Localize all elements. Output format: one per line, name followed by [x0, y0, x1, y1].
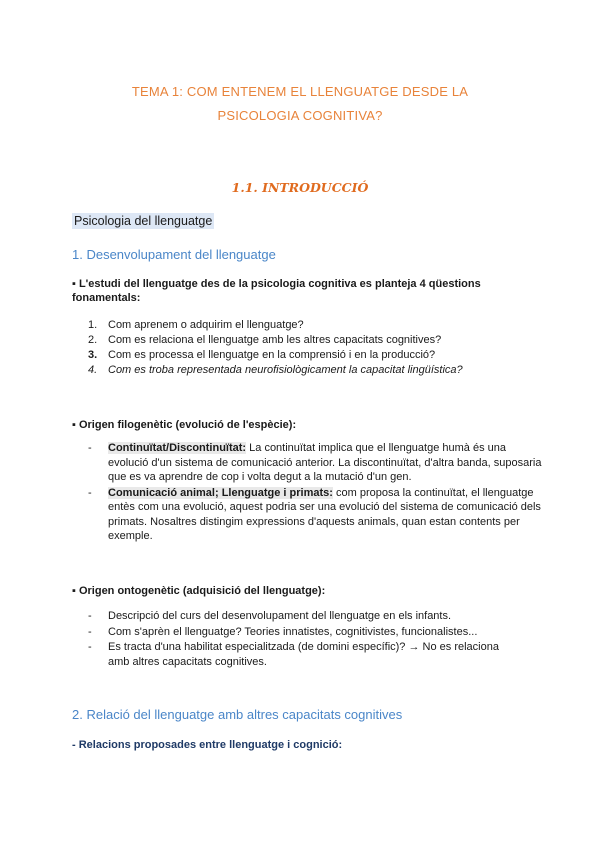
ontogenetic-list — [88, 609, 548, 669]
filogenetic-list — [88, 441, 548, 544]
section-heading: 1.1. INTRODUCCIÓ — [231, 180, 369, 195]
term-highlight: Comunicació animal; Llenguatge i primats: — [108, 486, 333, 499]
dash-marker: - — [88, 486, 92, 499]
list-text: Descripció del curs del desenvolupament del llenguatge en els infants. — [108, 610, 452, 622]
list-number: 1. — [88, 319, 98, 331]
list-text: Com aprenem o adquirim el llenguatge? — [108, 319, 304, 331]
term-text: La continuïtat implica que el llenguatge humà és una evolució d'un sistema de comunicació anterior. La discontinuïtat, d'altra banda, suposaria que es va aprendre de cop i volta degut a la mutació d'un gen. — [108, 442, 542, 483]
document-title-line1: TEMA 1: COM ENTENEM EL LLENGUATGE DESDE LA — [131, 84, 469, 99]
list-item — [88, 363, 548, 378]
term-highlight: Continuïtat/Discontinuïtat: — [108, 442, 247, 454]
filogenetic-heading: ▪ Origen filogenètic (evolució de l'espècie): — [72, 419, 297, 431]
part1-intro: ▪ L'estudi del llenguatge des de la psicologia cognitiva es planteja 4 qüestions fonamentals: — [72, 278, 481, 304]
list-item — [88, 640, 548, 669]
list-text: Com es troba representada neurofisiològicament la capacitat lingüística? — [108, 364, 463, 376]
list-item — [88, 318, 548, 333]
list-item — [88, 348, 548, 363]
list-item — [88, 625, 548, 640]
list-item — [88, 441, 548, 485]
dash-marker: - — [88, 442, 92, 454]
part2-subheading: - Relacions proposades entre llenguatge i cognició: — [72, 739, 343, 751]
ontogenetic-heading: ▪ Origen ontogenètic (adquisició del llenguatge): — [72, 585, 326, 597]
dash-marker: - — [88, 625, 92, 638]
list-item — [88, 609, 548, 624]
list-number: 3. — [88, 349, 98, 361]
list-item — [88, 333, 548, 348]
list-text: Com es processa el llenguatge en la comprensió i en la producció? — [108, 349, 436, 361]
questions-list — [88, 318, 548, 378]
subsection-label: Psicologia del llenguatge — [74, 214, 213, 228]
list-number: 4. — [88, 364, 98, 376]
part1-heading: 1. Desenvolupament del llenguatge — [72, 247, 276, 262]
list-text: Com es relaciona el llenguatge amb les altres capacitats cognitives? — [108, 334, 442, 346]
list-text: Es tracta d'una habilitat especialitzada (de domini específic)? → No es relaciona amb altres capacitats cognitives. — [108, 641, 499, 668]
part2-heading: 2. Relació del llenguatge amb altres capacitats cognitives — [72, 707, 403, 722]
dash-marker: - — [88, 641, 92, 653]
dash-marker: - — [88, 610, 92, 622]
list-item — [88, 486, 548, 544]
term-text: com proposa la continuïtat, el llenguatge entès com una evolució, aquest podria ser una evolució del sistema de comunicació dels primats. Nosaltres distingim expressions d'aquests animals, quan estan contents per exemple. — [108, 486, 541, 542]
document-title-line2: PSICOLOGIA COGNITIVA? — [217, 108, 383, 123]
list-text: Com s'aprèn el llenguatge? Teories innatistes, cognitivistes, funcionalistes... — [108, 625, 478, 638]
list-number: 2. — [88, 334, 98, 346]
